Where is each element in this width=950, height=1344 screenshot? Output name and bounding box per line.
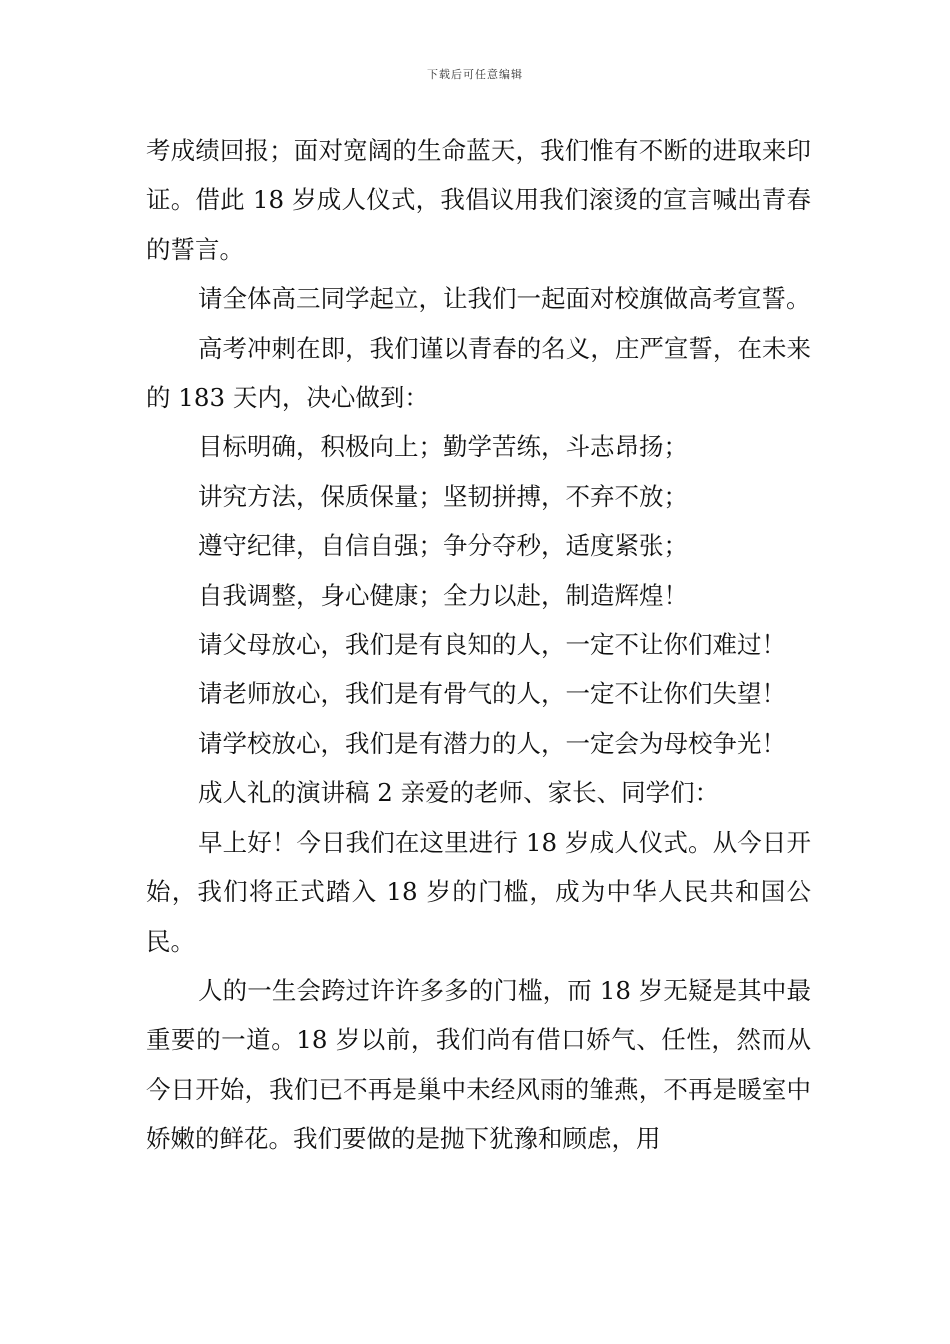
pledge-school: 请学校放心，我们是有潜力的人，一定会为母校争光！ [198, 728, 786, 758]
pledge-line-4: 自我调整，身心健康；全力以赴，制造辉煌！ [198, 580, 688, 610]
speech-2-title: 成人礼的演讲稿 2 亲爱的老师、家长、同学们： [198, 778, 720, 808]
paragraph-greeting: 早上好！今日我们在这里进行 18 岁成人仪式。从今日开始，我们将正式踏入 18 岁的门槛，成为中华人民共和国公民。 [146, 827, 811, 956]
paragraph-threshold: 人的一生会跨过许许多多的门槛，而 18 岁无疑是其中最重要的一道。18 岁以前，我们尚有借口娇气、任性，然而从今日开始，我们已不再是巢中未经风雨的雏燕，不再是暖室中娇嫩的鲜花。我们要做的是抛下犹豫和顾虑，用 [146, 975, 811, 1154]
paragraph-3: 高考冲刺在即，我们谨以青春的名义，庄严宣誓，在未来的 183 天内，决心做到： [146, 333, 811, 413]
paragraph-2: 请全体高三同学起立，让我们一起面对校旗做高考宣誓。 [198, 284, 811, 314]
pledge-line-3: 遵守纪律，自信自强；争分夺秒，适度紧张； [198, 531, 688, 561]
pledge-teachers: 请老师放心，我们是有骨气的人，一定不让你们失望！ [198, 679, 786, 709]
page-header-note: 下载后可任意编辑 [427, 68, 523, 81]
paragraph-1: 考成绩回报；面对宽阔的生命蓝天，我们惟有不断的进取来印证。借此 18 岁成人仪式，我倡议用我们滚烫的宣言喊出青春的誓言。 [146, 136, 811, 264]
pledge-line-1: 目标明确，积极向上；勤学苦练，斗志昂扬； [198, 432, 688, 462]
pledge-parents: 请父母放心，我们是有良知的人，一定不让你们难过！ [198, 630, 786, 660]
pledge-line-2: 讲究方法，保质保量；坚韧拼搏，不弃不放； [198, 481, 688, 511]
document-body [146, 126, 811, 1164]
